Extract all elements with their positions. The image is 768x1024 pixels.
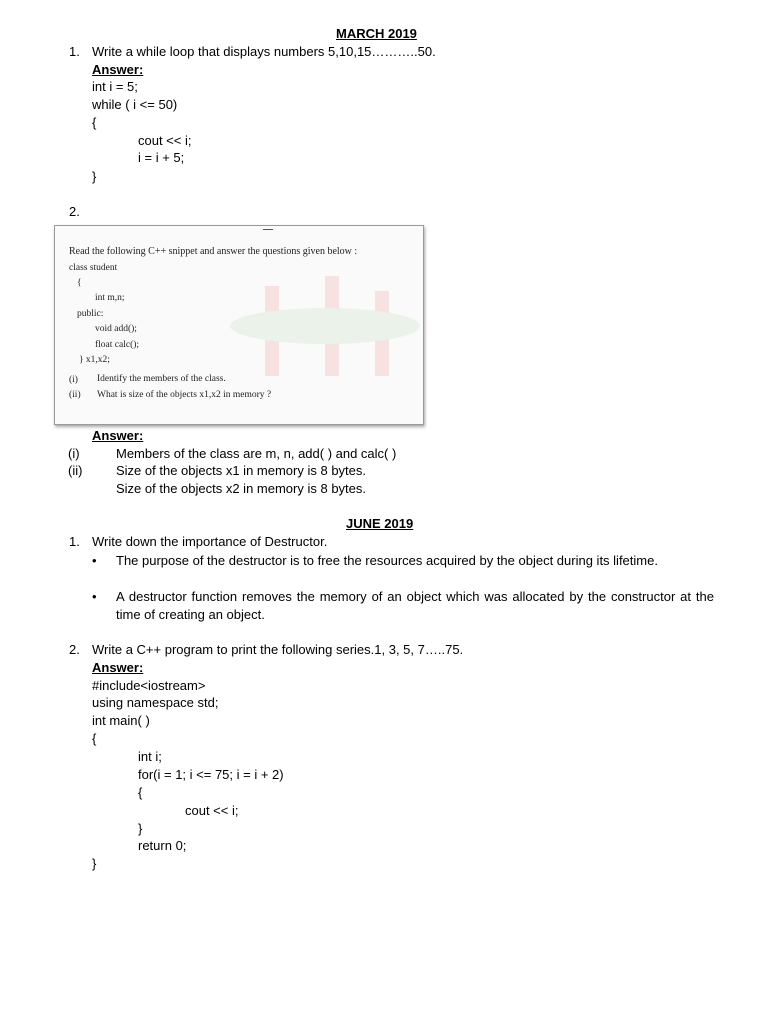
june-q1-bullet: A destructor function removes the memory of an object which was allocated by the constructor at the time of creating an object. bbox=[116, 589, 714, 622]
march-heading: MARCH 2019 bbox=[336, 26, 417, 41]
june-heading: JUNE 2019 bbox=[346, 516, 414, 531]
snippet-line: { bbox=[77, 278, 82, 288]
bullet-icon: • bbox=[92, 553, 97, 568]
code-line: cout << i; bbox=[185, 803, 239, 818]
answer-number: (ii) bbox=[68, 463, 83, 478]
code-line: { bbox=[92, 115, 97, 130]
answer-text: Members of the class are m, n, add( ) and calc( ) bbox=[116, 446, 397, 461]
june-q1-bullet: The purpose of the destructor is to free the resources acquired by the object during its lifetime. bbox=[116, 553, 658, 568]
code-line: while ( i <= 50) bbox=[92, 97, 178, 112]
answer-text: Size of the objects x1 in memory is 8 bytes. bbox=[116, 463, 366, 478]
snippet-line: float calc(); bbox=[95, 340, 140, 350]
snippet-line: } x1,x2; bbox=[79, 355, 110, 365]
code-line: } bbox=[92, 856, 97, 871]
snippet-line: void add(); bbox=[95, 324, 137, 334]
answer-text: Size of the objects x2 in memory is 8 bytes. bbox=[116, 481, 366, 496]
june-q2-number: 2. bbox=[69, 642, 80, 657]
watermark-graphic bbox=[225, 266, 424, 386]
code-line: } bbox=[138, 821, 143, 836]
code-line: i = i + 5; bbox=[138, 150, 185, 165]
code-line: } bbox=[92, 169, 97, 184]
code-line: { bbox=[138, 785, 143, 800]
snippet-subq-number: (ii) bbox=[69, 390, 81, 400]
snippet-subq-text: What is size of the objects x1,x2 in memory ? bbox=[97, 390, 272, 400]
code-line: #include<iostream> bbox=[92, 678, 206, 693]
code-line: return 0; bbox=[138, 838, 187, 853]
snippet-subq-text: Identify the members of the class. bbox=[97, 374, 226, 384]
code-line: { bbox=[92, 731, 97, 746]
scan-mark bbox=[263, 229, 273, 230]
code-line: int i; bbox=[138, 749, 162, 764]
march-q2-answer-label: Answer: bbox=[92, 428, 144, 443]
snippet-line: class student bbox=[69, 263, 118, 273]
snippet-line: int m,n; bbox=[95, 293, 125, 303]
june-q2-answer-label: Answer: bbox=[92, 660, 144, 675]
march-q1-number: 1. bbox=[69, 44, 80, 59]
march-q2-number: 2. bbox=[69, 204, 80, 219]
march-q1-answer-label: Answer: bbox=[92, 62, 144, 77]
code-line: for(i = 1; i <= 75; i = i + 2) bbox=[138, 767, 284, 782]
code-line: cout << i; bbox=[138, 133, 192, 148]
answer-number: (i) bbox=[68, 446, 80, 461]
snippet-line: public: bbox=[77, 309, 104, 319]
code-line: using namespace std; bbox=[92, 695, 219, 710]
june-q2-question: Write a C++ program to print the following series.1, 3, 5, 7…..75. bbox=[92, 642, 464, 657]
code-line: int main( ) bbox=[92, 713, 150, 728]
june-q1-question: Write down the importance of Destructor. bbox=[92, 534, 328, 549]
snippet-prompt: Read the following C++ snippet and answer the questions given below : bbox=[69, 246, 358, 257]
march-q1-question: Write a while loop that displays numbers 5,10,15………..50. bbox=[92, 44, 436, 59]
june-q1-number: 1. bbox=[69, 534, 80, 549]
bullet-icon: • bbox=[92, 589, 97, 604]
snippet-subq-number: (i) bbox=[69, 375, 78, 385]
scanned-question-image bbox=[54, 225, 424, 425]
code-line: int i = 5; bbox=[92, 79, 138, 94]
